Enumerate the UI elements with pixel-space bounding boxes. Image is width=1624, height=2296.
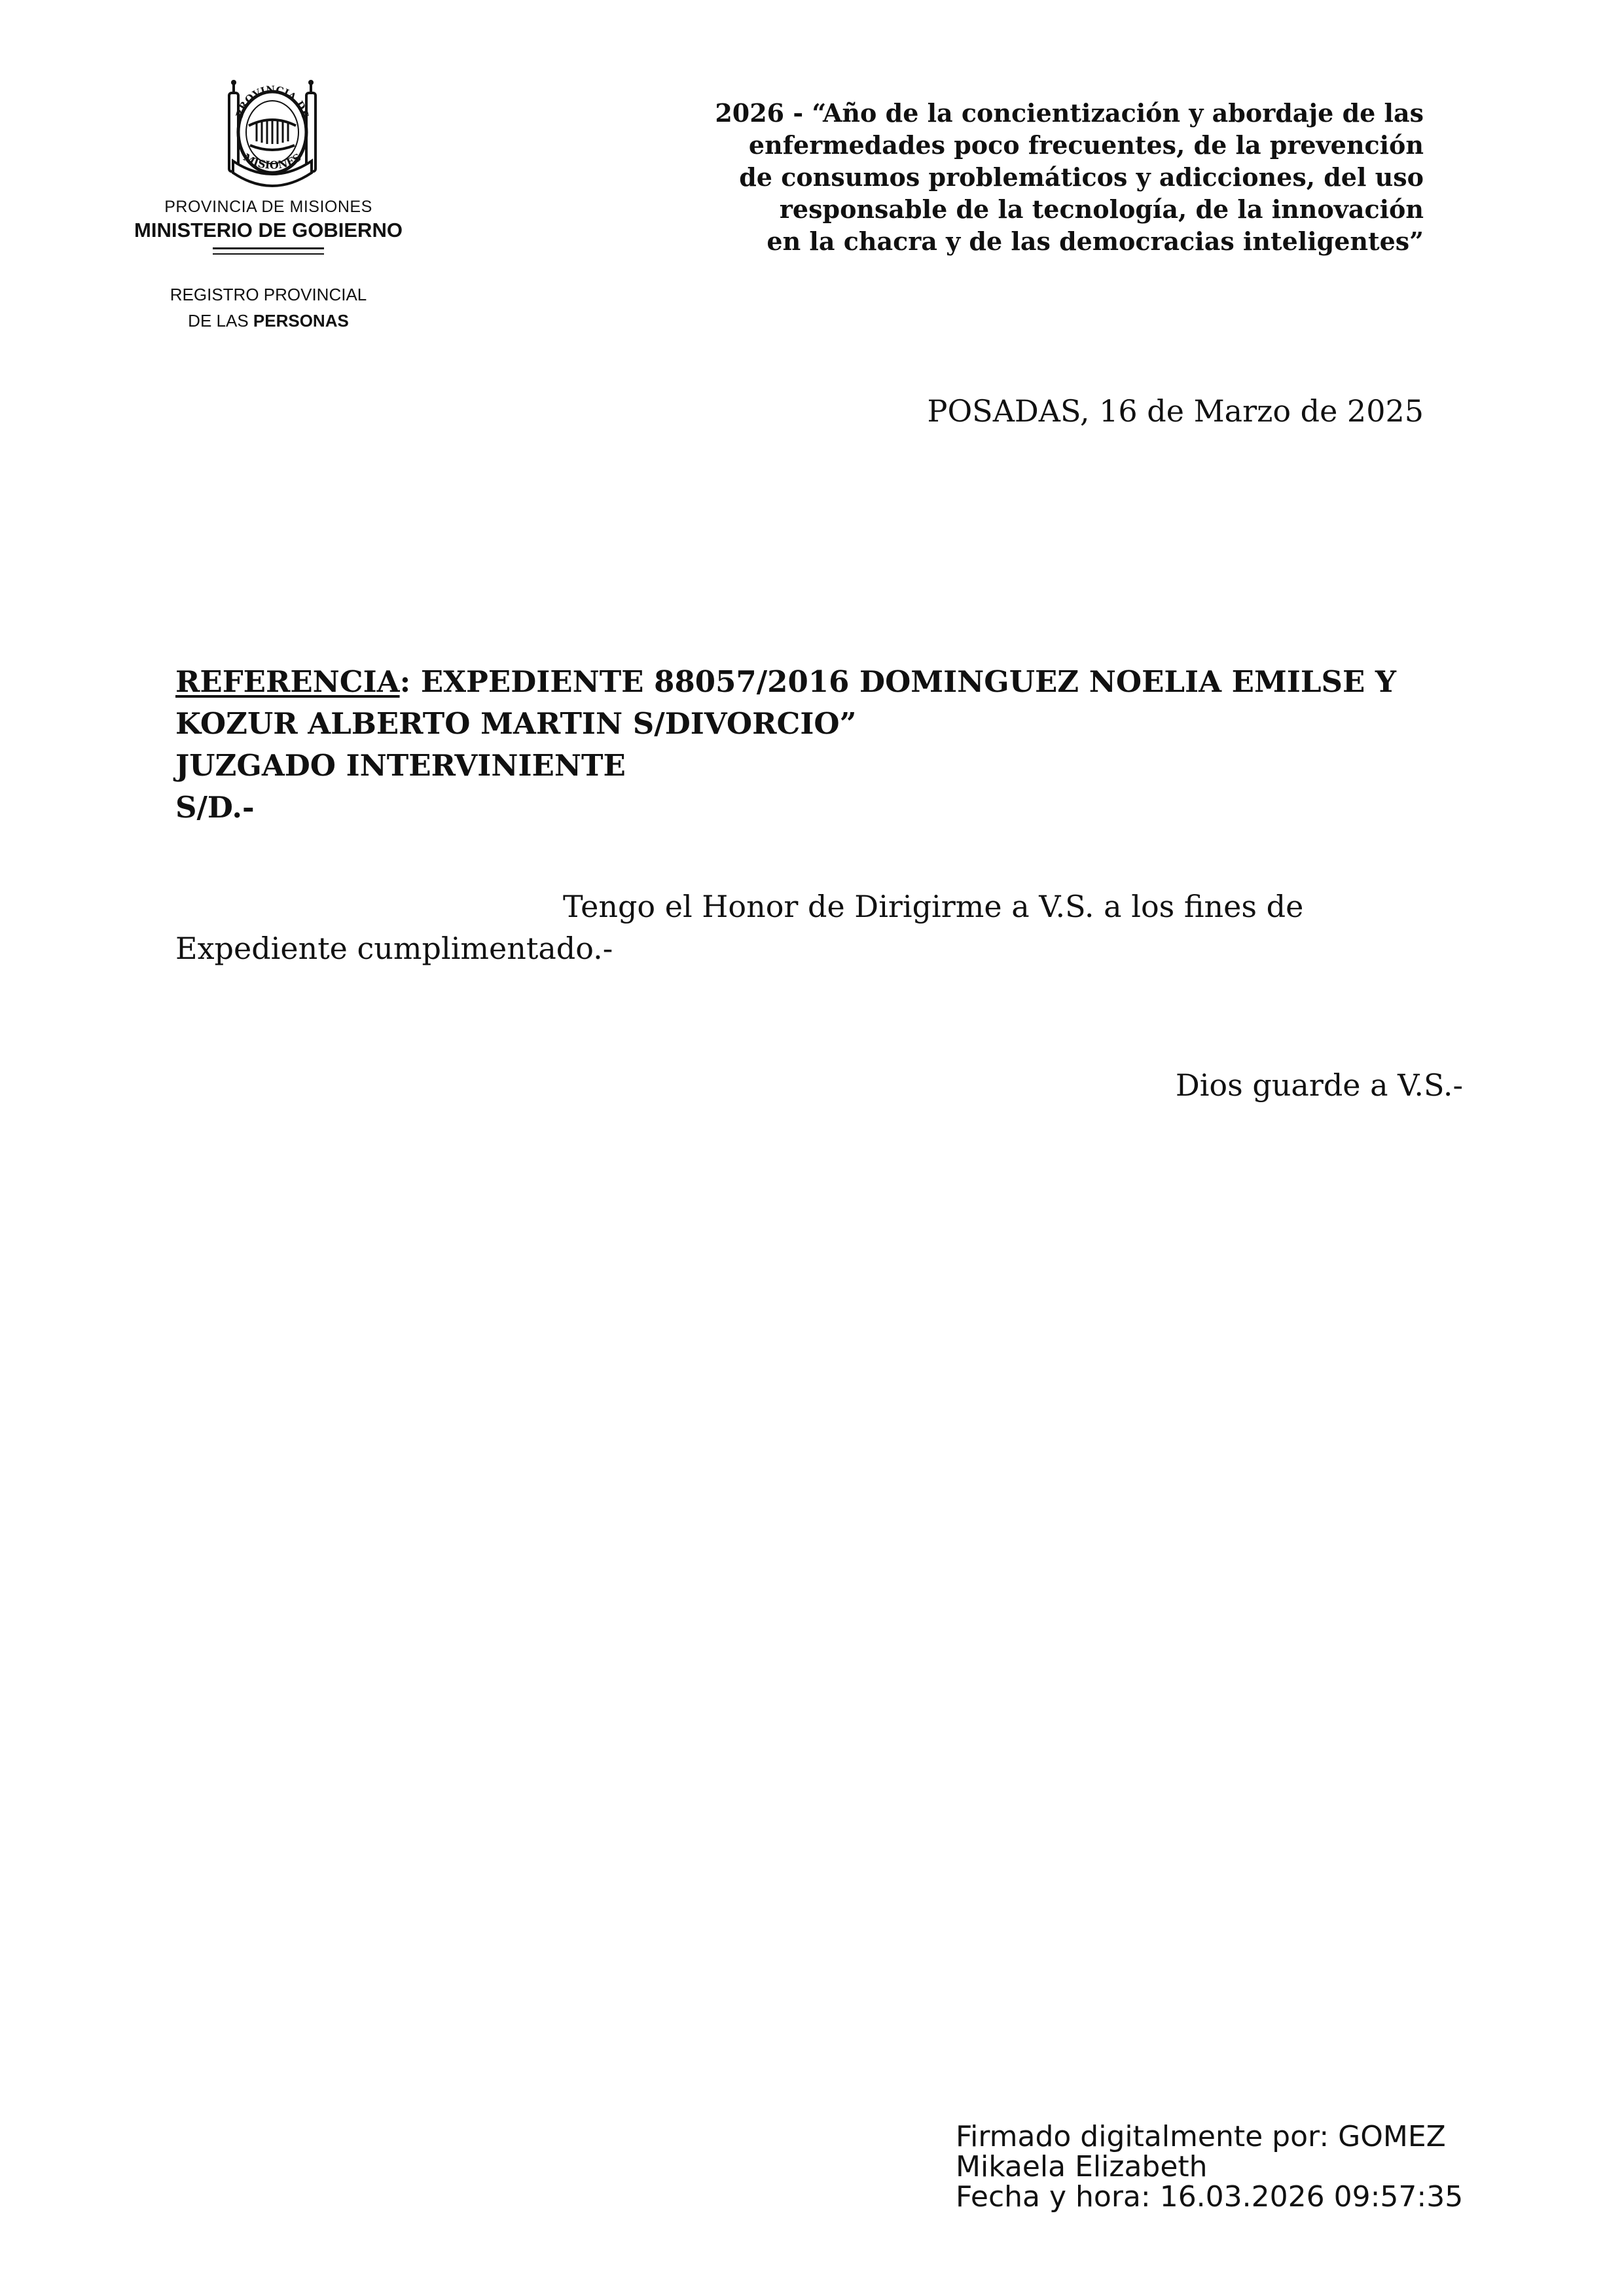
closing-salutation: Dios guarde a V.S.- (1175, 1067, 1463, 1103)
ministry-name: MINISTERIO DE GOBIERNO (134, 219, 403, 242)
court-line: JUZGADO INTERVINIENTE (175, 748, 626, 783)
body-line-1: Tengo el Honor de Dirigirme a V.S. a los fines de (563, 889, 1304, 924)
motto-line: responsable de la tecnología, de la innovación (779, 194, 1424, 224)
year-motto (628, 97, 1424, 257)
signature-signer-line: Firmado digitalmente por: GOMEZ (956, 2120, 1446, 2153)
registry-line-2-bold: PERSONAS (253, 311, 349, 331)
registry-name (98, 281, 439, 334)
signature-timestamp-line: Fecha y hora: 16.03.2026 09:57:35 (956, 2180, 1464, 2214)
digital-signature (956, 2122, 1545, 2212)
emblem-bottom-text: MISIONES (241, 151, 304, 171)
motto-line: en la chacra y de las democracias inteligentes” (767, 226, 1424, 256)
sd-line: S/D.- (175, 790, 255, 825)
reference-block (175, 661, 1485, 829)
province-name: PROVINCIA DE MISIONES (164, 198, 372, 216)
motto-line: enfermedades poco frecuentes, de la prevención (748, 130, 1424, 160)
organization-header (98, 196, 439, 255)
motto-line: 2026 - “Año de la concientización y abordaje de las (715, 98, 1424, 128)
registry-line-2 (98, 308, 439, 334)
body-line-2: Expediente cumplimentado.- (175, 931, 613, 966)
reference-line-1-rest: : EXPEDIENTE 88057/2016 DOMINGUEZ NOELIA EMILSE Y (399, 664, 1397, 699)
body-paragraph (175, 886, 1419, 969)
reference-label: REFERENCIA (175, 664, 400, 699)
registry-line-1: REGISTRO PROVINCIAL (170, 285, 367, 304)
reference-line-2: KOZUR ALBERTO MARTIN S/DIVORCIO” (175, 706, 857, 741)
registry-line-2-prefix: DE LAS (188, 311, 253, 331)
svg-text:MISIONES (241, 151, 303, 171)
signature-name-line: Mikaela Elizabeth (956, 2150, 1208, 2183)
emblem-top-text: PROVINCIA DE (233, 83, 312, 119)
reference-line-1 (175, 661, 1485, 703)
motto-line: de consumos problemáticos y adicciones, del uso (739, 162, 1424, 192)
header-divider (213, 247, 324, 255)
document-date: POSADAS, 16 de Marzo de 2025 (927, 393, 1424, 429)
provincial-coat-of-arms-icon (220, 77, 325, 190)
